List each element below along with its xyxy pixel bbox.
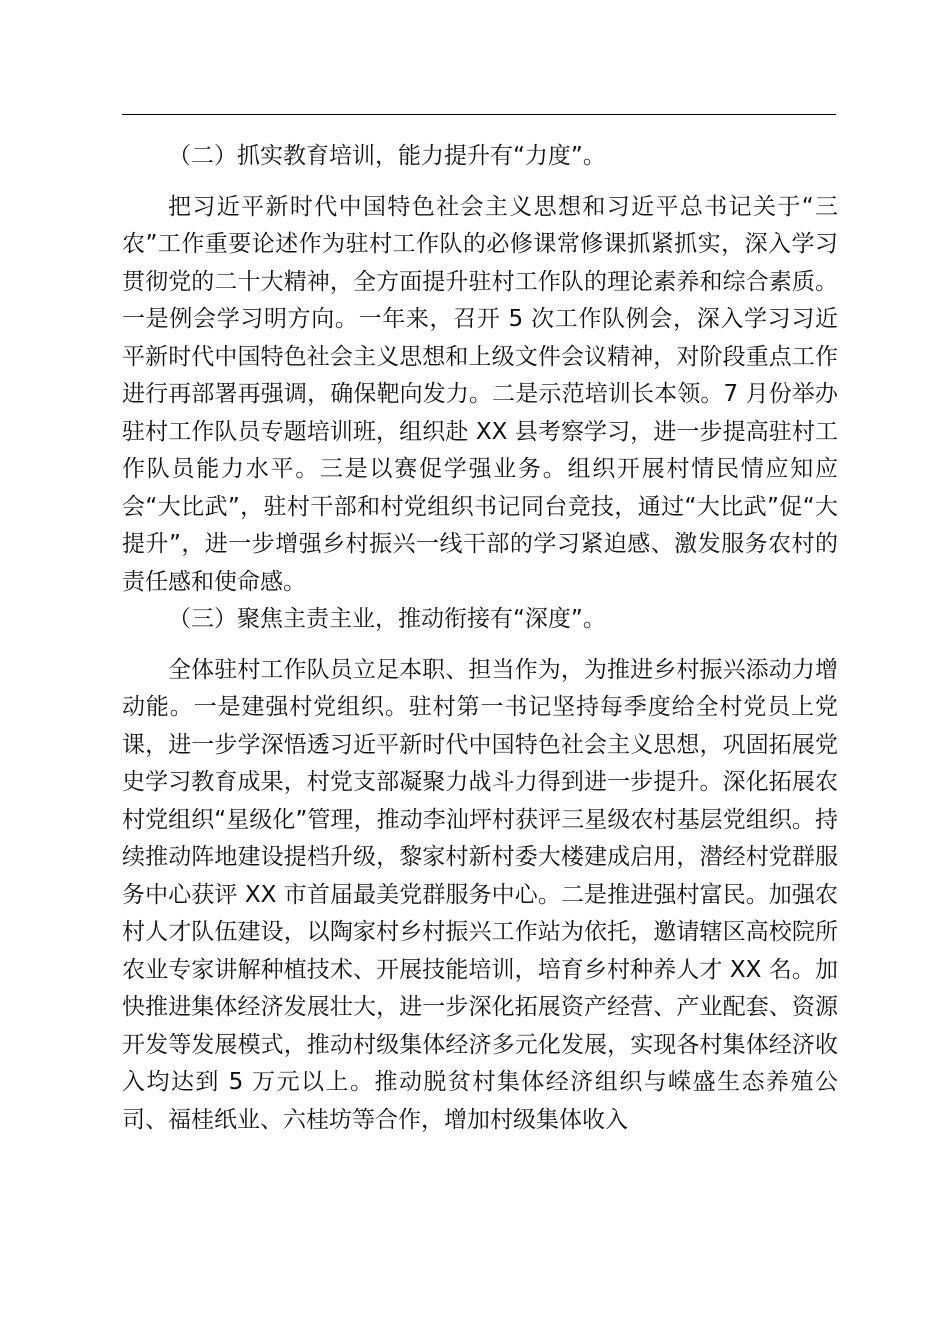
section-heading-2: （二）抓实教育培训，能力提升有“力度”。 (168, 143, 606, 169)
section-body-3: 全体驻村工作队员立足本职、担当作为，为推进乡村振兴添动力增动能。一是建强村党组织。驻村第一书记坚持每季度给全村党员上党课，进一步学深悟透习近平新时代中国特色社会主义思想，巩固拓展党史学习教育成果，村党支部凝聚力战斗力得到进一步提升。深化拓展农村党组织“星级化”管理，推动李汕坪村获评三星级农村基层党组织。持续推动阵地建设提档升级，黎家村新村委大楼建成启用，潜经村党群服务中心获评 XX 市首届最美党群服务中心。二是推进强村富民。加强农村人才队伍建设，以陶家村乡村振兴工作站为依托，邀请辖区高校院所农业专家讲解种植技术、开展技能培训，培育乡村种养人才 XX 名。加快推进集体经济发展壮大，进一步深化拓展资产经营、产业配套、资源开发等发展模式，推动村级集体经济多元化发展，实现各村集体经济收入均达到 5 万元以上。推动脱贫村集体经济组织与嵘盛生态养殖公司、福桂纸业、六桂坊等合作，增加村级集体收入 (122, 656, 838, 1133)
document-body (122, 138, 838, 1139)
section-body-2: 把习近平新时代中国特色社会主义思想和习近平总书记关于“三农”工作重要论述作为驻村工作队的必修课常修课抓紧抓实，深入学习贯彻党的二十大精神，全方面提升驻村工作队的理论素养和综合素质。一是例会学习明方向。一年来，召开 5 次工作队例会，深入学习习近平新时代中国特色社会主义思想和上级文件会议精神，对阶段重点工作进行再部署再强调，确保靶向发力。二是示范培训长本领。7 月份举办驻村工作队员专题培训班，组织赴 XX 县考察学习，进一步提高驻村工作队员能力水平。三是以赛促学强业务。组织开展村情民情应知应会“大比武”，驻村干部和村党组织书记同台竞技，通过“大比武”促“大提升”，进一步增强乡村振兴一线干部的学习紧迫感、激发服务农村的责任感和使命感。 (122, 193, 838, 595)
section-heading-3: （三）聚焦主责主业，推动衔接有“深度”。 (168, 606, 606, 632)
header-rule (122, 114, 836, 115)
